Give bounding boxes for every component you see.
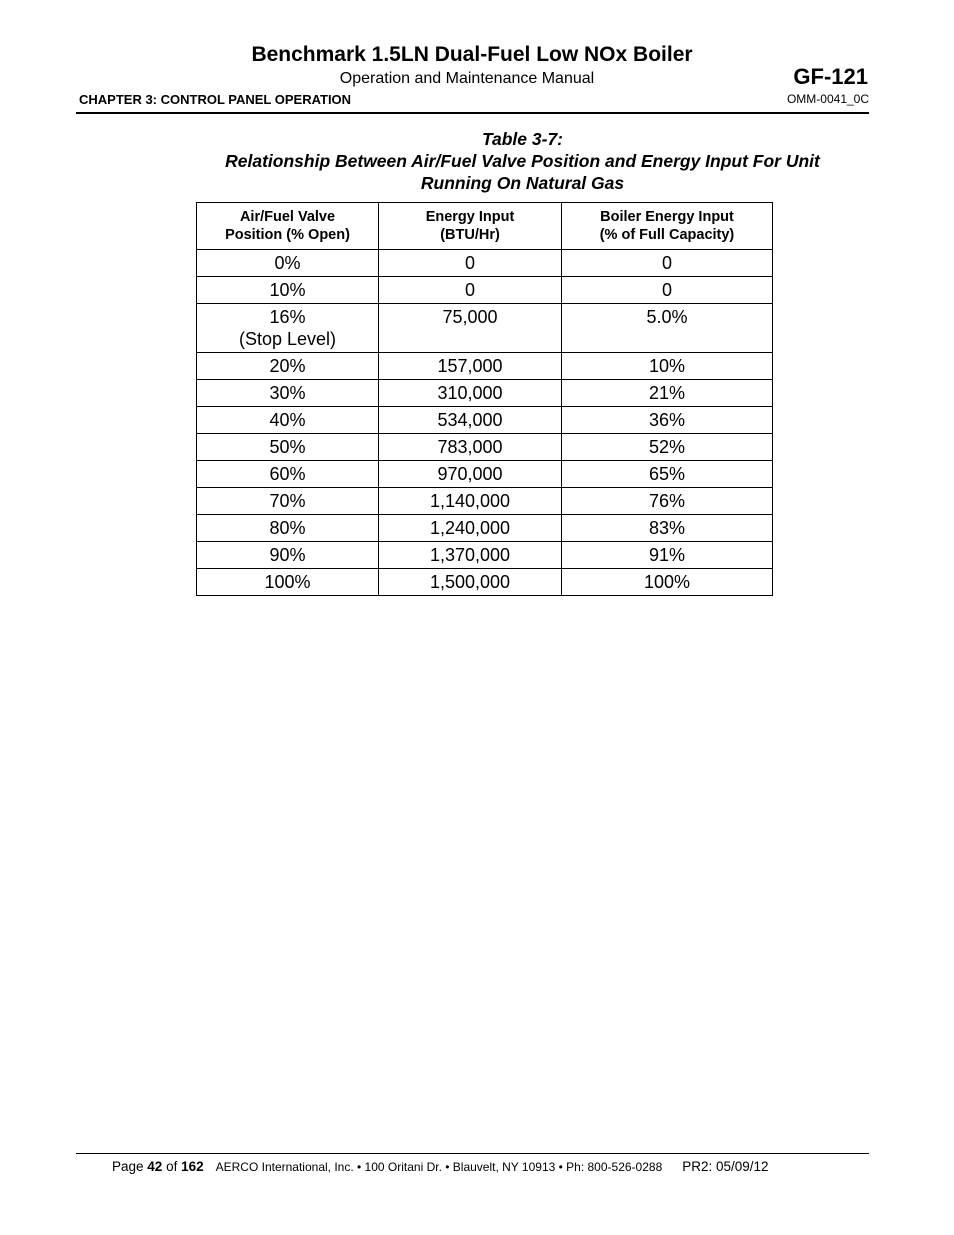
footer-divider — [76, 1153, 869, 1154]
cell-line: 16% — [269, 307, 306, 327]
stop-level-note: (Stop Level) — [238, 329, 337, 349]
cell-valve-position: 0% — [197, 250, 379, 277]
cell-boiler-capacity: 21% — [562, 380, 773, 407]
cell-valve-position: 40% — [197, 407, 379, 434]
cell-energy-input: 970,000 — [379, 461, 562, 488]
cell-energy-input: 1,240,000 — [379, 515, 562, 542]
cell-boiler-capacity: 91% — [562, 542, 773, 569]
product-code: GF-121 — [793, 64, 868, 89]
document-subtitle: Operation and Maintenance Manual — [339, 70, 595, 87]
cell-boiler-capacity: 5.0% — [562, 304, 773, 353]
table-row — [197, 515, 773, 542]
cell-energy-input: 310,000 — [379, 380, 562, 407]
table-row — [197, 407, 773, 434]
cell-valve-position — [197, 304, 379, 353]
table-caption-line: Running On Natural Gas — [420, 173, 625, 193]
header-divider — [76, 112, 869, 114]
cell-valve-position: 70% — [197, 488, 379, 515]
table-row — [197, 250, 773, 277]
table-row — [197, 488, 773, 515]
cell-energy-input: 0 — [379, 277, 562, 304]
cell-boiler-capacity: 0 — [562, 250, 773, 277]
header-line: Energy Input — [425, 209, 515, 225]
table-row — [197, 353, 773, 380]
cell-boiler-capacity: 52% — [562, 434, 773, 461]
column-header-boiler-energy-input — [562, 203, 773, 250]
table-header-row — [197, 203, 773, 250]
document-number: OMM-0041_0C — [786, 92, 869, 106]
table-caption-number: Table 3-7: — [481, 129, 564, 149]
page-label: Page — [112, 1159, 148, 1174]
cell-energy-input: 534,000 — [379, 407, 562, 434]
header-line: Position (% Open) — [225, 227, 350, 243]
chapter-heading: CHAPTER 3: CONTROL PANEL OPERATION — [79, 92, 352, 107]
table-caption — [76, 128, 954, 194]
company-info: AERCO International, Inc. • 100 Oritani Dr. • Blauvelt, NY 10913 • Ph: 800-526-0288 — [215, 1160, 663, 1174]
cell-energy-input: 157,000 — [379, 353, 562, 380]
header-line: (BTU/Hr) — [440, 227, 500, 243]
table-row — [197, 542, 773, 569]
cell-boiler-capacity: 100% — [562, 569, 773, 596]
table-row — [197, 380, 773, 407]
table-row — [197, 304, 773, 353]
revision-date: PR2: 05/09/12 — [682, 1159, 769, 1174]
page-number: 42 — [147, 1159, 163, 1174]
valve-energy-table — [196, 202, 773, 596]
table-row — [197, 569, 773, 596]
cell-valve-position: 20% — [197, 353, 379, 380]
cell-valve-position: 60% — [197, 461, 379, 488]
page-of-label: of — [162, 1159, 182, 1174]
cell-boiler-capacity: 83% — [562, 515, 773, 542]
column-header-valve-position — [197, 203, 379, 250]
cell-valve-position: 90% — [197, 542, 379, 569]
table-row — [197, 277, 773, 304]
cell-boiler-capacity: 0 — [562, 277, 773, 304]
cell-energy-input: 783,000 — [379, 434, 562, 461]
cell-valve-position: 30% — [197, 380, 379, 407]
cell-energy-input: 1,140,000 — [379, 488, 562, 515]
table-caption-line: Relationship Between Air/Fuel Valve Position and Energy Input For Unit — [225, 151, 820, 171]
page-total: 162 — [181, 1159, 204, 1174]
cell-boiler-capacity: 36% — [562, 407, 773, 434]
column-header-energy-input — [379, 203, 562, 250]
cell-boiler-capacity: 76% — [562, 488, 773, 515]
table-row — [197, 434, 773, 461]
table-row — [197, 461, 773, 488]
header-line: Boiler Energy Input — [600, 209, 734, 225]
cell-valve-position: 100% — [197, 569, 379, 596]
header-line: Air/Fuel Valve — [239, 209, 336, 225]
cell-valve-position: 50% — [197, 434, 379, 461]
cell-boiler-capacity: 65% — [562, 461, 773, 488]
cell-boiler-capacity: 10% — [562, 353, 773, 380]
document-title: Benchmark 1.5LN Dual-Fuel Low NOx Boiler — [251, 43, 693, 66]
header-line: (% of Full Capacity) — [599, 227, 735, 243]
cell-valve-position: 10% — [197, 277, 379, 304]
page-footer — [112, 1158, 769, 1176]
cell-energy-input: 0 — [379, 250, 562, 277]
cell-energy-input: 1,370,000 — [379, 542, 562, 569]
cell-valve-position: 80% — [197, 515, 379, 542]
cell-energy-input: 75,000 — [379, 304, 562, 353]
cell-energy-input: 1,500,000 — [379, 569, 562, 596]
